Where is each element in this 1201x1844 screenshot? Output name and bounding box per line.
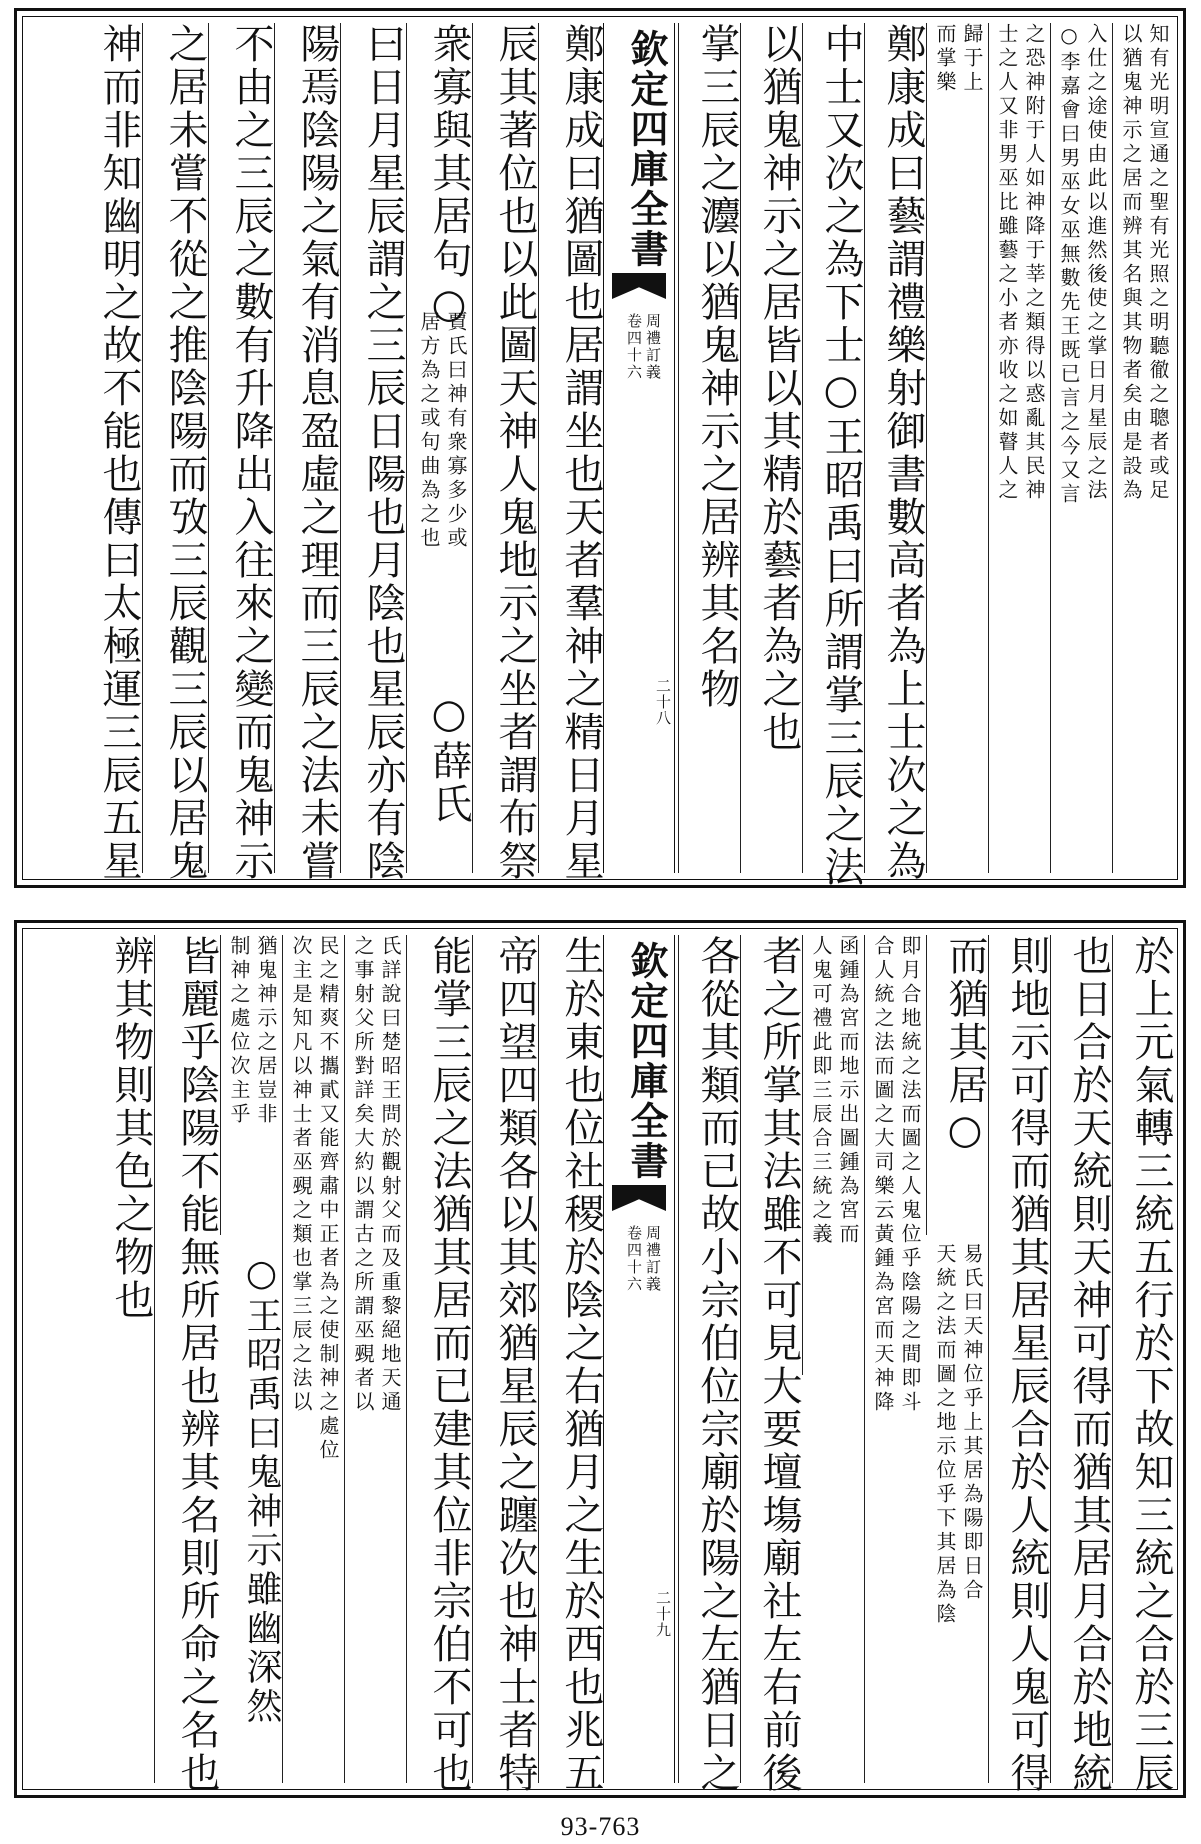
top-col-l4: 曰日月星辰謂之三辰日陽也月陰也星辰亦有陰 bbox=[340, 23, 403, 873]
top-col-r2: 入仕之途使由此以進然後使之掌日月星辰之法 ○李嘉會曰男巫女巫無數先王既已言之今又言 bbox=[1050, 23, 1109, 873]
top-col-l8: 神而非知幽明之故不能也傳曰太極運三辰五星 bbox=[96, 23, 142, 883]
bottom-col-r2: 也日合於天統則天神可得而猶其居月合於地統 bbox=[1050, 935, 1109, 1783]
top-col-r7: 以猶鬼神示之居皆以其精於藝者為之也 bbox=[740, 23, 799, 873]
bottom-col-r8: 各從其類而已故小宗伯位宗廟於陽之左猶日之 bbox=[678, 935, 737, 1783]
top-center-subtitle: 周禮訂義 卷四十六 bbox=[625, 313, 662, 381]
top-page-block bbox=[14, 8, 1186, 888]
top-leaf-number: 二十八 bbox=[654, 678, 672, 726]
top-col-l1: 鄭康成曰猶圖也居謂坐也天者羣神之精日月星 bbox=[538, 23, 601, 873]
top-col-r5: 鄭康成曰藝謂禮樂射御書數高者為上士次之為 bbox=[864, 23, 923, 873]
bottom-col-r6: 函鍾為宮而地示出圖鍾為宮而 人鬼可禮此即三辰合三統之義 bbox=[802, 935, 861, 1375]
bottom-fishtail-mark bbox=[612, 1185, 666, 1211]
bottom-center-title: 欽定四庫全書 bbox=[624, 941, 669, 1181]
bottom-col-r1: 於上元氣轉三統五行於下故知三統之合於三辰 bbox=[1112, 935, 1171, 1783]
top-col-r1: 知有光明宣通之聖有光照之明聽徹之聰者或足 以猶鬼神示之居而辨其名與其物者矣由是設為 bbox=[1112, 23, 1171, 873]
top-col-r6: 中士又次之為下士○王昭禹曰所謂掌三辰之法 bbox=[802, 23, 861, 873]
top-center-title: 欽定四庫全書 bbox=[624, 29, 669, 269]
bottom-col-l6-tail: ○王昭禹曰鬼神示雖幽深然 bbox=[241, 1253, 282, 1726]
page-number: 93-763 bbox=[560, 1812, 641, 1841]
bottom-center-fold bbox=[603, 935, 675, 1783]
top-col-l5: 陽焉陰陽之氣有消息盈虛之理而三辰之法未嘗 bbox=[274, 23, 337, 873]
bottom-col-r4: 而猶其居○ bbox=[926, 935, 985, 1235]
bottom-center-subtitle: 周禮訂義 卷四十六 bbox=[625, 1225, 662, 1293]
top-col-l7: 之居未嘗不從之推陰陽而攷三辰觀三辰以居鬼 bbox=[142, 23, 205, 873]
bottom-col-l8: 辨其物則其色之物也 bbox=[108, 935, 154, 1322]
bottom-col-l1: 生於東也位社稷於陰之右猶月之生於西也兆五 bbox=[538, 935, 601, 1783]
top-fishtail-mark bbox=[612, 273, 666, 299]
top-col-l3-main: 衆寡與其居句○ bbox=[426, 23, 472, 330]
top-col-r3: 之恐神附于人如神降于莘之類得以惑亂其民神 士之人又非男巫比雖藝之小者亦收之如瞽人之 bbox=[988, 23, 1047, 873]
bottom-col-r4-note: 易氏曰天神位乎上其居為陽即日合 天統之法而圖之地示位乎下其居為陰 bbox=[933, 1243, 984, 1627]
bottom-col-l6: 猶鬼神示之居豈非 制神之處位次主乎 bbox=[220, 935, 279, 1235]
top-col-l2: 辰其著位也以此圖天神人鬼地示之坐者謂布祭 bbox=[472, 23, 535, 873]
top-col-l3-tail: ○薛氏 bbox=[426, 691, 472, 826]
top-col-r8: 掌三辰之灋以猶鬼神示之居辨其名物 bbox=[678, 23, 737, 873]
bottom-leaf-number: 二十九 bbox=[654, 1590, 672, 1638]
bottom-col-l7: 皆麗乎陰陽不能無所居也辨其名則所命之名也 bbox=[154, 935, 217, 1783]
bottom-col-r3: 則地示可得而猶其居星辰合於人統則人鬼可得 bbox=[988, 935, 1047, 1783]
bottom-col-r7: 者之所掌其法雖不可見大要壇塲廟社左右前後 bbox=[740, 935, 799, 1783]
bottom-col-l5: 民之精爽不攜貳又能齊肅中正者為之使制神之處位 次主是知凡以神士者巫覡之類也掌三辰之法以 bbox=[282, 935, 341, 1783]
bottom-col-l2: 帝四望四類各以其郊猶星辰之躔次也神士者特 bbox=[472, 935, 535, 1783]
top-col-l6: 不由之三辰之數有升降出入往來之變而鬼神示 bbox=[208, 23, 271, 873]
bottom-col-l4: 氏詳說曰楚昭王問於觀射父而及重黎絕地天通 之事射父所對詳矣大約以謂古之所謂巫覡者以 bbox=[344, 935, 403, 1783]
top-col-l3-note: 賈氏曰神有衆寡多少或 居方為之或句曲為之也 bbox=[417, 311, 468, 551]
bottom-page-block bbox=[14, 920, 1186, 1798]
top-center-fold bbox=[603, 23, 675, 873]
bottom-col-l3: 能掌三辰之法猶其居而已建其位非宗伯不可也 bbox=[406, 935, 469, 1783]
top-col-r4: 歸于上 而掌樂 bbox=[926, 23, 985, 873]
bottom-col-r5: 即月合地統之法而圖之人鬼位乎陰陽之間即斗 合人統之法而圖之大司樂云黃鍾為宮而天神降 bbox=[864, 935, 923, 1783]
